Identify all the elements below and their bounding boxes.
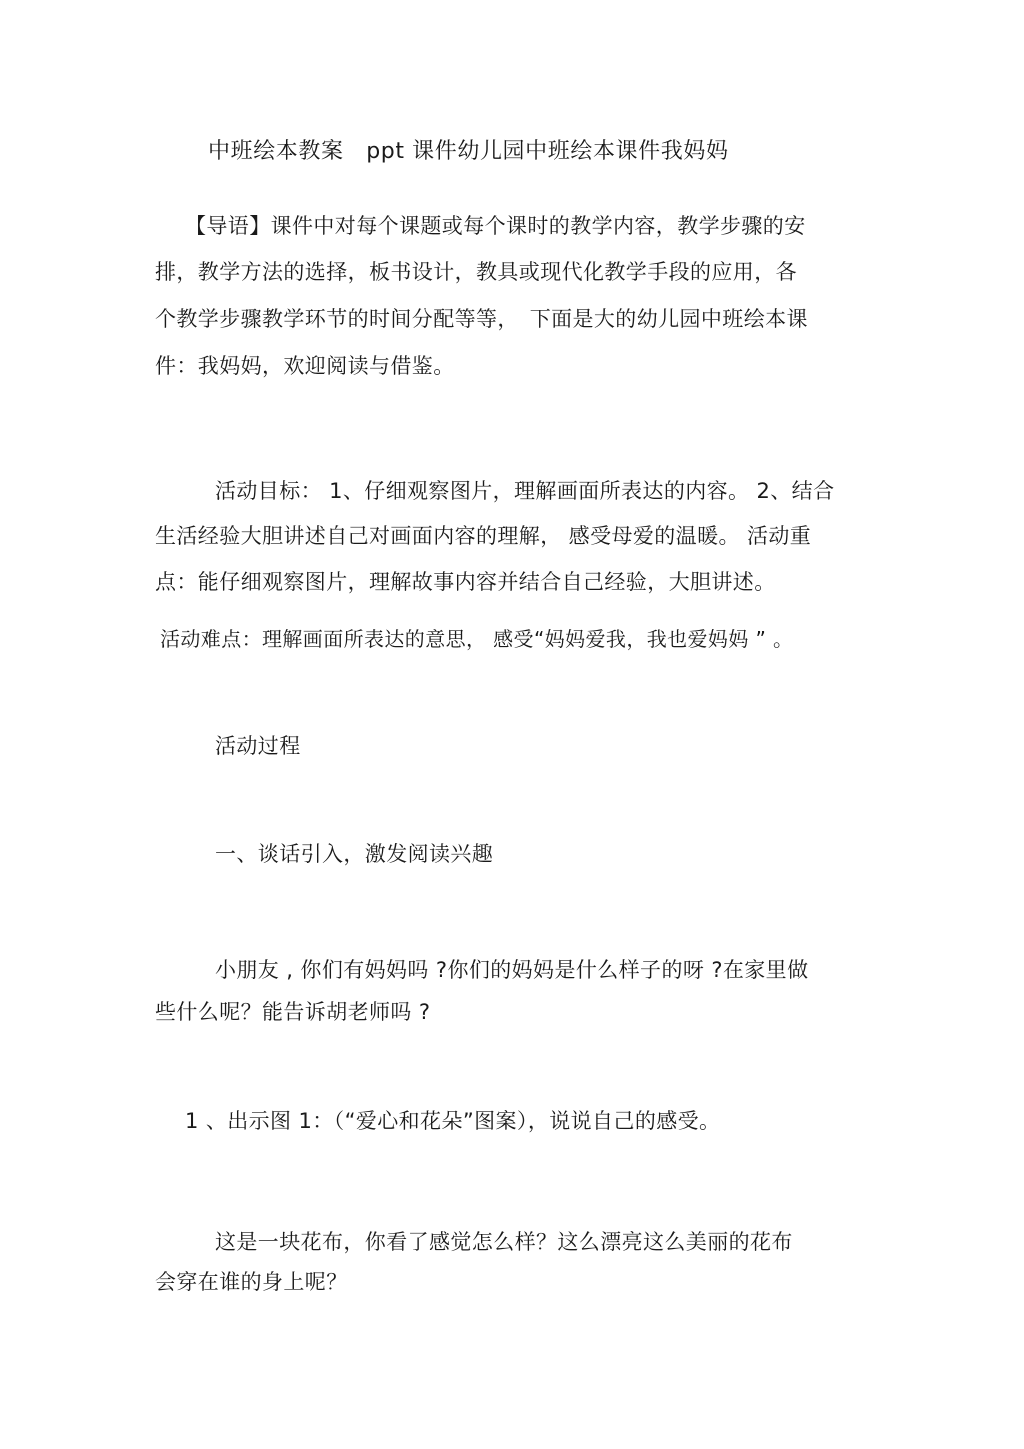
intro-line-3: 个教学步骤教学环节的时间分配等等， 下面是大的幼儿园中班绘本课 — [155, 307, 808, 331]
section1-heading: 一、谈话引入，激发阅读兴趣 — [215, 842, 494, 866]
goals-line-2: 生活经验大胆讲述自己对画面内容的理解， 感受母爱的温暖。 活动重 — [155, 524, 812, 548]
step1-line: 1 、出示图 1：（“爱心和花朵”图案），说说自己的感受。 — [185, 1109, 721, 1133]
document-title: 中班绘本教案 ppt 课件幼儿园中班绘本课件我妈妈 — [208, 139, 729, 164]
goals-line-1: 活动目标： 1、仔细观察图片，理解画面所表达的内容。 2、结合 — [215, 479, 835, 503]
intro-line-2: 排，教学方法的选择，板书设计，教具或现代化教学手段的应用，各 — [155, 260, 797, 284]
intro-line-4: 件：我妈妈，欢迎阅读与借鉴。 — [155, 354, 455, 378]
difficulty-line: 活动难点：理解画面所表达的意思， 感受“妈妈爱我，我也爱妈妈 ” 。 — [160, 627, 794, 651]
intro-line-1: 【导语】课件中对每个课题或每个课时的教学内容，教学步骤的安 — [185, 214, 806, 238]
cloth-line-2: 会穿在谁的身上呢？ — [155, 1270, 348, 1294]
question-line-1: 小朋友 , 你们有妈妈吗 ?你们的妈妈是什么样子的呀 ?在家里做 — [215, 958, 809, 982]
goals-line-3: 点：能仔细观察图片，理解故事内容并结合自己经验，大胆讲述。 — [155, 570, 776, 594]
question-line-2: 些什么呢？能告诉胡老师吗 ? — [155, 1000, 431, 1024]
cloth-line-1: 这是一块花布，你看了感觉怎么样？这么漂亮这么美丽的花布 — [215, 1230, 793, 1254]
process-heading: 活动过程 — [215, 734, 301, 758]
